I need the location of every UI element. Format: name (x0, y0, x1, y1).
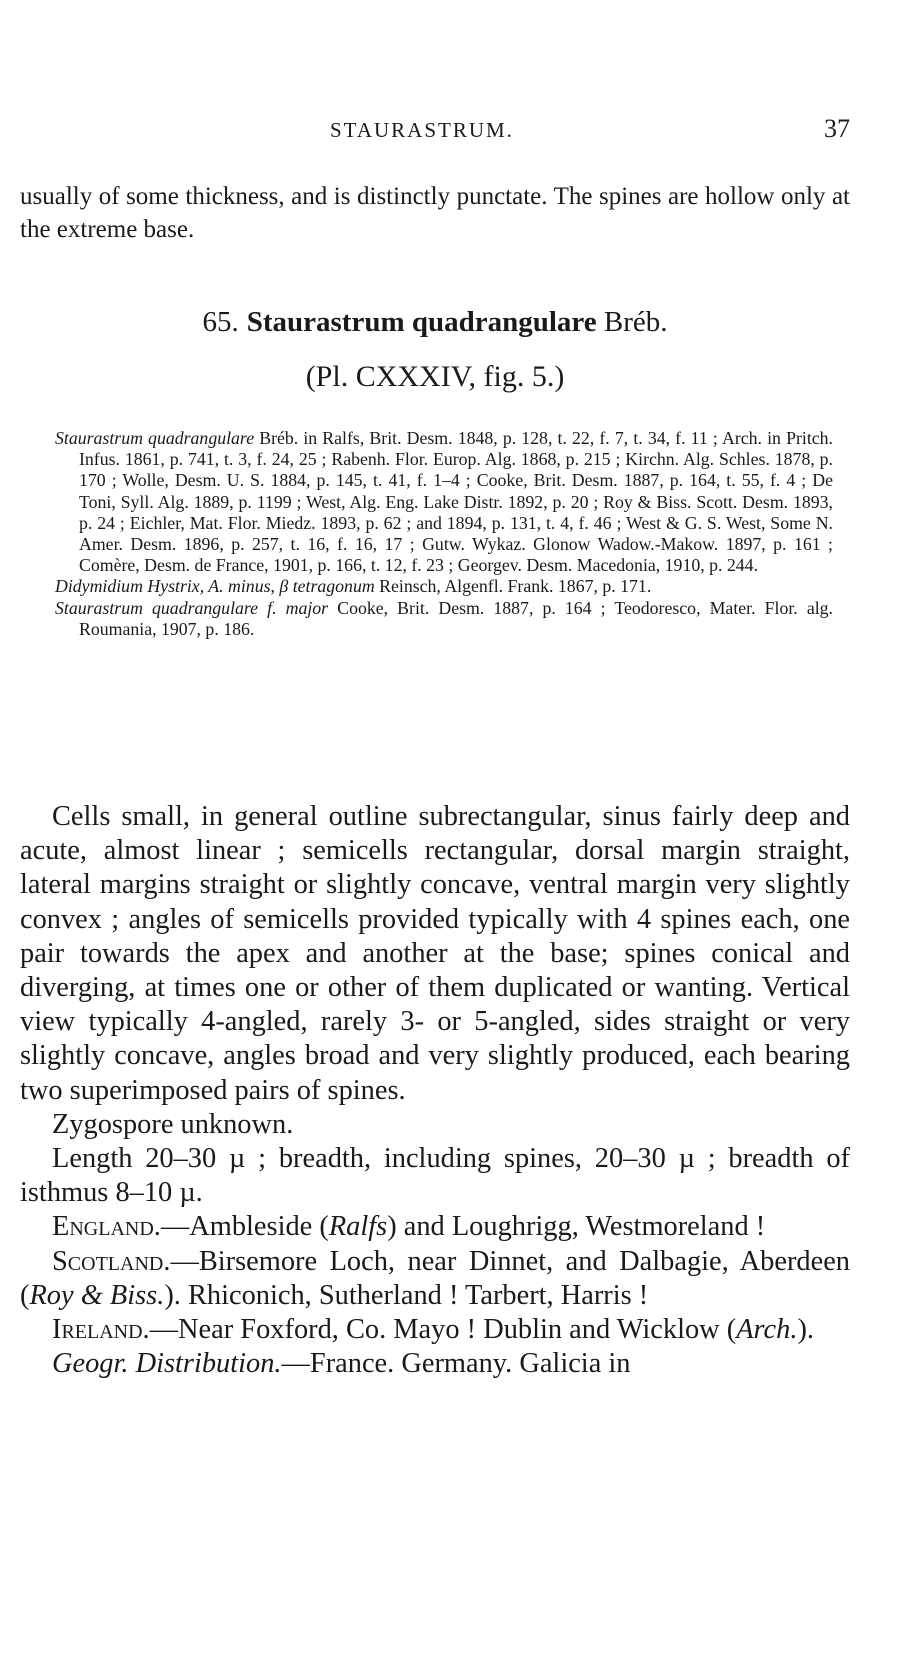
synonym-taxon: Staurastrum quadrangulare f. major (55, 597, 329, 618)
synonym-taxon: Staurastrum quadrangulare (55, 428, 255, 448)
locality-england (20, 1210, 850, 1244)
page-number: 37 (824, 114, 850, 143)
running-head-title: STAURASTRUM. (330, 118, 514, 142)
synonym-entry (55, 428, 833, 576)
synonym-taxon: Didymidium Hystrix, A. minus, β tetragonum (55, 576, 375, 597)
species-heading (20, 306, 850, 339)
locality-ireland (20, 1313, 850, 1347)
synonym-citation: Reinsch, Algenfl. Frank. 1867, p. 171. (379, 576, 652, 597)
synonym-entry (55, 576, 833, 597)
locality-collector: Roy & Biss. (29, 1279, 165, 1311)
continued-text: usually of some thickness, and is distinctly punctate. The spines are hollow only at the extreme base. (20, 183, 850, 243)
description-paragraph: Cells small, in general outline subrectangular, sinus fairly deep and acute, almost linear ; semicells rectangular, dorsal margin straight, lateral margins straight or slightly concave, ventral margin very slightly convex ; angles of semicells provided typically with 4 spines each, one pair towards the apex and another at the base; spines conical and diverging, at times one or other of them duplicated or wanting. Vertical view typically 4-angled, rarely 3- or 5-angled, sides straight or very slightly concave, angles broad and very slightly produced, each bearing two superimposed pairs of spines. (20, 801, 850, 1106)
running-head (20, 114, 850, 152)
locality-text: —Ambleside ( (160, 1211, 329, 1243)
locality-text: ) and Loughrigg, Westmoreland ! (387, 1211, 766, 1243)
locality-text: ). (797, 1314, 815, 1346)
locality-region: Ireland. (52, 1314, 150, 1346)
locality-region: England. (52, 1211, 161, 1243)
locality-region: Scotland. (52, 1245, 171, 1277)
locality-text: —Birsemore Loch, near Dinnet, and Dalbagie, Aberdeen ( (20, 1245, 850, 1311)
synonym-entry (55, 598, 833, 640)
dimensions-paragraph: Length 20–30 µ ; breadth, including spines, 20–30 µ ; breadth of isthmus 8–10 µ. (20, 1143, 850, 1209)
distribution-label: Geogr. Distribution. (52, 1348, 282, 1380)
distribution-text: —France. Germany. Galicia in (281, 1348, 631, 1380)
locality-text: —Near Foxford, Co. Mayo ! Dublin and Wicklow ( (149, 1314, 737, 1346)
species-author: Bréb. (603, 306, 668, 338)
locality-collector: Ralfs (328, 1211, 388, 1243)
synonymy-list (55, 428, 833, 640)
locality-collector: Arch. (736, 1314, 798, 1346)
geographic-distribution (20, 1347, 850, 1381)
locality-text: ). Rhiconich, Sutherland ! Tarbert, Harris ! (164, 1279, 649, 1311)
zygospore-note: Zygospore unknown. (52, 1108, 294, 1140)
synonym-citation: Cooke, Brit. Desm. 1887, p. 164 ; Teodoresco, Mater. Flor. alg. Roumania, 1907, p. 186. (79, 597, 833, 639)
species-number: 65. (202, 306, 239, 338)
synonym-citation: Bréb. in Ralfs, Brit. Desm. 1848, p. 128, t. 22, f. 7, t. 34, f. 11 ; Arch. in Pritch. Infus. 1861, p. 741, t. 3, f. 24, 25 ; Rabenh. Flor. Europ. Alg. 1868, p. 215 ; Kirchn. Alg. Schles. 1878, p. 170 ; Wolle, Desm. U. S. 1884, p. 145, t. 41, f. 1–4 ; Cooke, Brit. Desm. 1887, p. 164, t. 55, f. 4 ; De Toni, Syll. Alg. 1889, p. 1199 ; West, Alg. Eng. Lake Distr. 1892, p. 20 ; Roy & Biss. Scott. Desm. 1893, p. 24 ; Eichler, Mat. Flor. Miedz. 1893, p. 62 ; and 1894, p. 131, t. 4, f. 46 ; West & G. S. West, Some N. Amer. Desm. 1896, p. 257, t. 16, f. 16, 17 ; Gutw. Wykaz. Glonow Wadow.-Makow. 1897, p. 161 ; Comère, Desm. de France, 1901, p. 166, t. 12, f. 23 ; Georgev. Desm. Macedonia, 1910, p. 244. (79, 428, 833, 576)
locality-scotland (20, 1245, 850, 1313)
plate-reference: (Pl. CXXXIV, fig. 5.) (305, 360, 565, 393)
species-name: Staurastrum quadrangulare (246, 306, 597, 338)
species-description (20, 800, 850, 1381)
